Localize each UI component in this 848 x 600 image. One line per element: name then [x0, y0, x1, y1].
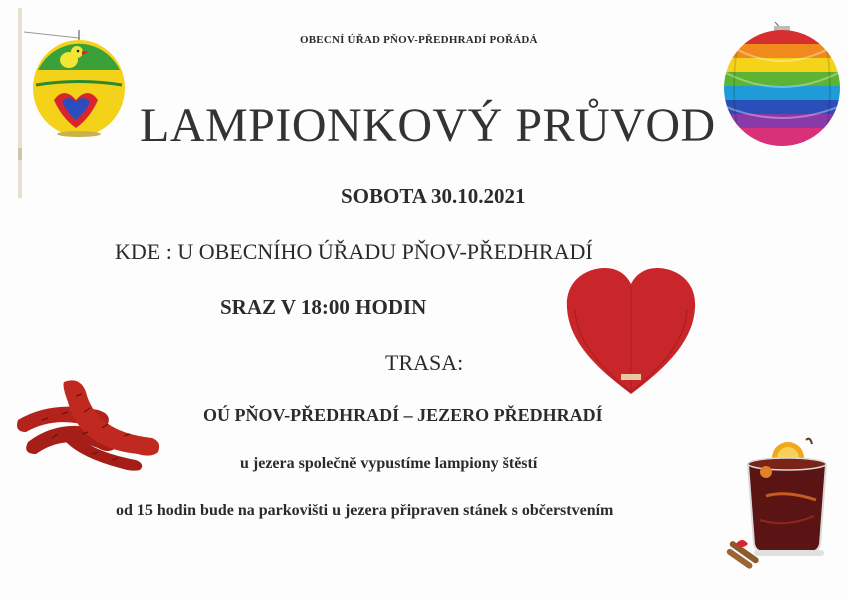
- event-location: KDE : U OBECNÍHO ÚŘADU PŇOV-PŘEDHRADÍ: [115, 239, 593, 264]
- route-description: OÚ PŇOV-PŘEDHRADÍ – JEZERO PŘEDHRADÍ: [203, 405, 603, 425]
- lantern-pole-icon: [18, 8, 22, 198]
- sausages-icon: [12, 372, 162, 472]
- page-title: LAMPIONKOVÝ PRŮVOD: [140, 99, 716, 152]
- release-lanterns-note: u jezera společně vypustíme lampiony štěstí: [240, 455, 538, 472]
- meeting-time: SRAZ V 18:00 HODIN: [220, 295, 427, 319]
- refreshment-stand-note: od 15 hodin bude na parkovišti u jezera připraven stánek s občerstvením: [116, 502, 614, 519]
- lantern-with-bird-icon: [24, 30, 126, 138]
- event-date: SOBOTA 30.10.2021: [341, 184, 526, 208]
- mulled-wine-glass-icon: [726, 436, 834, 576]
- organizer-line: OBECNÍ ÚŘAD PŇOV-PŘEDHRADÍ POŘÁDÁ: [300, 34, 538, 46]
- sky-lantern-heart-icon: [565, 266, 697, 396]
- rainbow-lantern-icon: [720, 22, 842, 150]
- route-label: TRASA:: [385, 350, 464, 375]
